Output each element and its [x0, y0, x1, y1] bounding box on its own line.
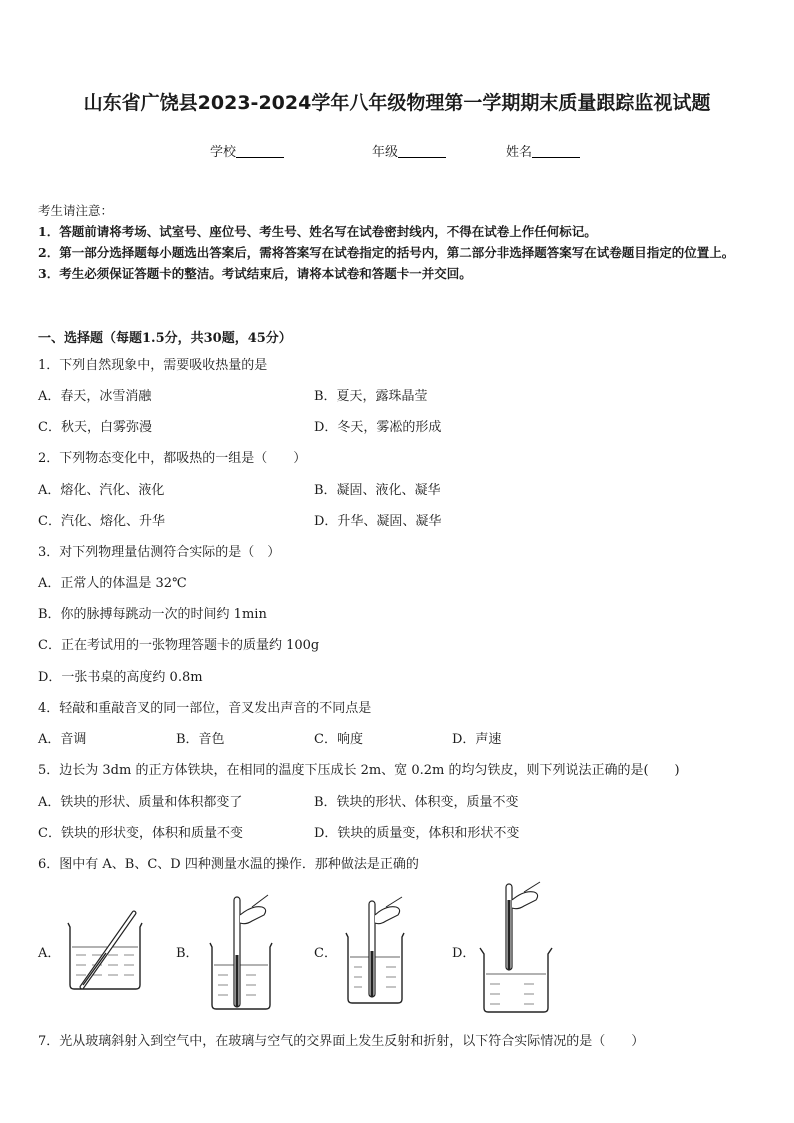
question-stem: 3．对下列物理量估测符合实际的是（ ） [38, 545, 281, 560]
option-b: B．你的脉搏每跳动一次的时间约 1min [38, 607, 267, 622]
option-b: B．铁块的形状、体积变，质量不变 [314, 795, 519, 810]
school-field [210, 141, 284, 160]
option-b: B．凝固、液化、凝华 [314, 483, 441, 498]
grade-blank [398, 145, 446, 158]
option-c: C．正在考试用的一张物理答题卡的质量约 100g [38, 638, 320, 653]
grade-label: 年级 [372, 145, 399, 160]
school-blank [236, 145, 284, 158]
option-b: B．夏天，露珠晶莹 [314, 389, 428, 404]
option-b: B．音色 [176, 732, 225, 747]
figure-label-c: C． [314, 946, 337, 961]
figure-a-beaker-thermometer [62, 905, 152, 995]
option-c: C．响度 [314, 732, 363, 747]
question-stem: 5．边长为 3dm 的正方体铁块，在相同的温度下压成长 2m、宽 0.2m 的均匀铁皮，则下列说法正确的是( ) [38, 763, 680, 778]
name-field [506, 141, 580, 160]
notice-item: 1．答题前请将考场、试室号、座位号、考生号、姓名写在试卷密封线内，不得在试卷上作任何标记。 [38, 224, 597, 239]
figure-label-b: B． [176, 946, 199, 961]
name-label: 姓名 [506, 145, 533, 160]
option-a: A．春天，冰雪消融 [38, 389, 152, 404]
notice-item: 2．第一部分选择题每小题选出答案后，需将答案写在试卷指定的括号内，第二部分非选择题答案写在试卷题目指定的位置上。 [38, 245, 735, 260]
question-stem: 2．下列物态变化中，都吸热的一组是（ ） [38, 451, 307, 466]
question-stem: 7．光从玻璃斜射入到空气中，在玻璃与空气的交界面上发生反射和折射，以下符合实际情况的是（ ） [38, 1034, 645, 1049]
figure-c-beaker-thermometer [340, 895, 420, 1010]
notice-block [38, 200, 760, 284]
section-heading: 一、选择题（每题1.5分，共30题，45分） [38, 331, 292, 346]
figure-label-a: A． [38, 946, 61, 961]
question-stem: 6．图中有 A、B、C、D 四种测量水温的操作．那种做法是正确的 [38, 857, 419, 872]
figure-d-beaker-thermometer [476, 880, 556, 1020]
option-d: D．升华、凝固、凝华 [314, 514, 442, 529]
question-stem: 1．下列自然现象中，需要吸收热量的是 [38, 358, 268, 373]
grade-field [372, 141, 446, 160]
option-d: D．声速 [452, 732, 502, 747]
name-blank [532, 145, 580, 158]
option-c: C．秋天，白雾弥漫 [38, 420, 152, 435]
figure-label-d: D． [452, 946, 476, 961]
question-stem: 4．轻敲和重敲音叉的同一部位，音叉发出声音的不同点是 [38, 701, 372, 716]
school-label: 学校 [210, 145, 237, 160]
notice-heading: 考生请注意： [38, 203, 114, 218]
option-c: C．铁块的形状变，体积和质量不变 [38, 826, 243, 841]
option-c: C．汽化、熔化、升华 [38, 514, 165, 529]
option-d: D．一张书桌的高度约 0.8m [38, 670, 203, 685]
option-a: A．正常人的体温是 32℃ [38, 576, 187, 591]
page-title: 山东省广饶县2023-2024学年八年级物理第一学期期末质量跟踪监视试题 [83, 92, 711, 114]
notice-item: 3．考生必须保证答题卡的整洁。考试结束后，请将本试卷和答题卡一并交回。 [38, 266, 472, 281]
option-a: A．铁块的形状、质量和体积都变了 [38, 795, 243, 810]
option-d: D．铁块的质量变，体积和形状不变 [314, 826, 520, 841]
figure-b-beaker-thermometer [202, 885, 282, 1015]
option-a: A．熔化、汽化、液化 [38, 483, 165, 498]
option-a: A．音调 [38, 732, 87, 747]
option-d: D．冬天，雾凇的形成 [314, 420, 442, 435]
